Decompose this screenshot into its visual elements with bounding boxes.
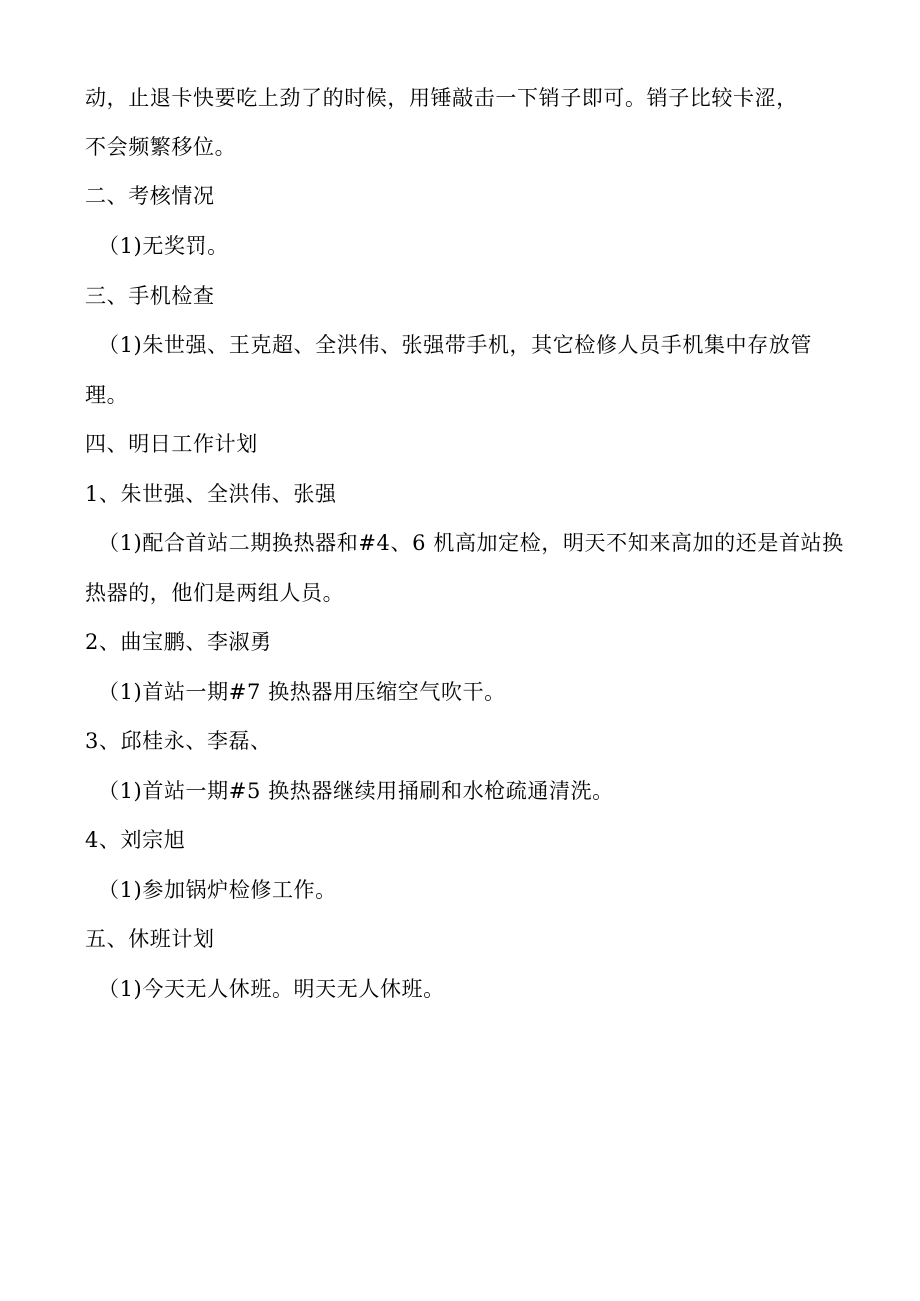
list-item: （1)参加锅炉检修工作。 <box>98 878 337 902</box>
section-heading-phone-check: 三、手机检查 <box>85 284 215 308</box>
list-item: （1)首站一期#7 换热器用压缩空气吹干。 <box>98 680 506 704</box>
section-heading-tomorrow-plan: 四、明日工作计划 <box>85 432 258 456</box>
list-item: （1)今天无人休班。明天无人休班。 <box>98 977 445 1001</box>
paragraph-line: 动，止退卡快要吃上劲了的时候，用锤敲击一下销子即可。销子比较卡涩， <box>85 86 798 110</box>
subheading-group-1: 1、朱世强、全洪伟、张强 <box>85 482 337 506</box>
paragraph-line: 理。 <box>85 383 129 407</box>
section-heading-assessment: 二、考核情况 <box>85 184 215 208</box>
subheading-group-2: 2、曲宝鹏、李淑勇 <box>85 630 272 654</box>
list-item: （1)朱世强、王克超、全洪伟、张强带手机，其它检修人员手机集中存放管 <box>98 333 812 357</box>
paragraph-line: 不会频繁移位。 <box>85 135 237 159</box>
list-item: （1)配合首站二期换热器和#4、6 机高加定检，明天不知来高加的还是首站换 <box>98 531 844 555</box>
paragraph-line: 热器的，他们是两组人员。 <box>85 581 345 605</box>
list-item: （1)首站一期#5 换热器继续用捅刷和水枪疏通清洗。 <box>98 779 614 803</box>
subheading-group-4: 4、刘宗旭 <box>85 828 186 852</box>
subheading-group-3: 3、邱桂永、李磊、 <box>85 729 272 753</box>
list-item: （1)无奖罚。 <box>98 234 229 258</box>
section-heading-leave-plan: 五、休班计划 <box>85 927 215 951</box>
